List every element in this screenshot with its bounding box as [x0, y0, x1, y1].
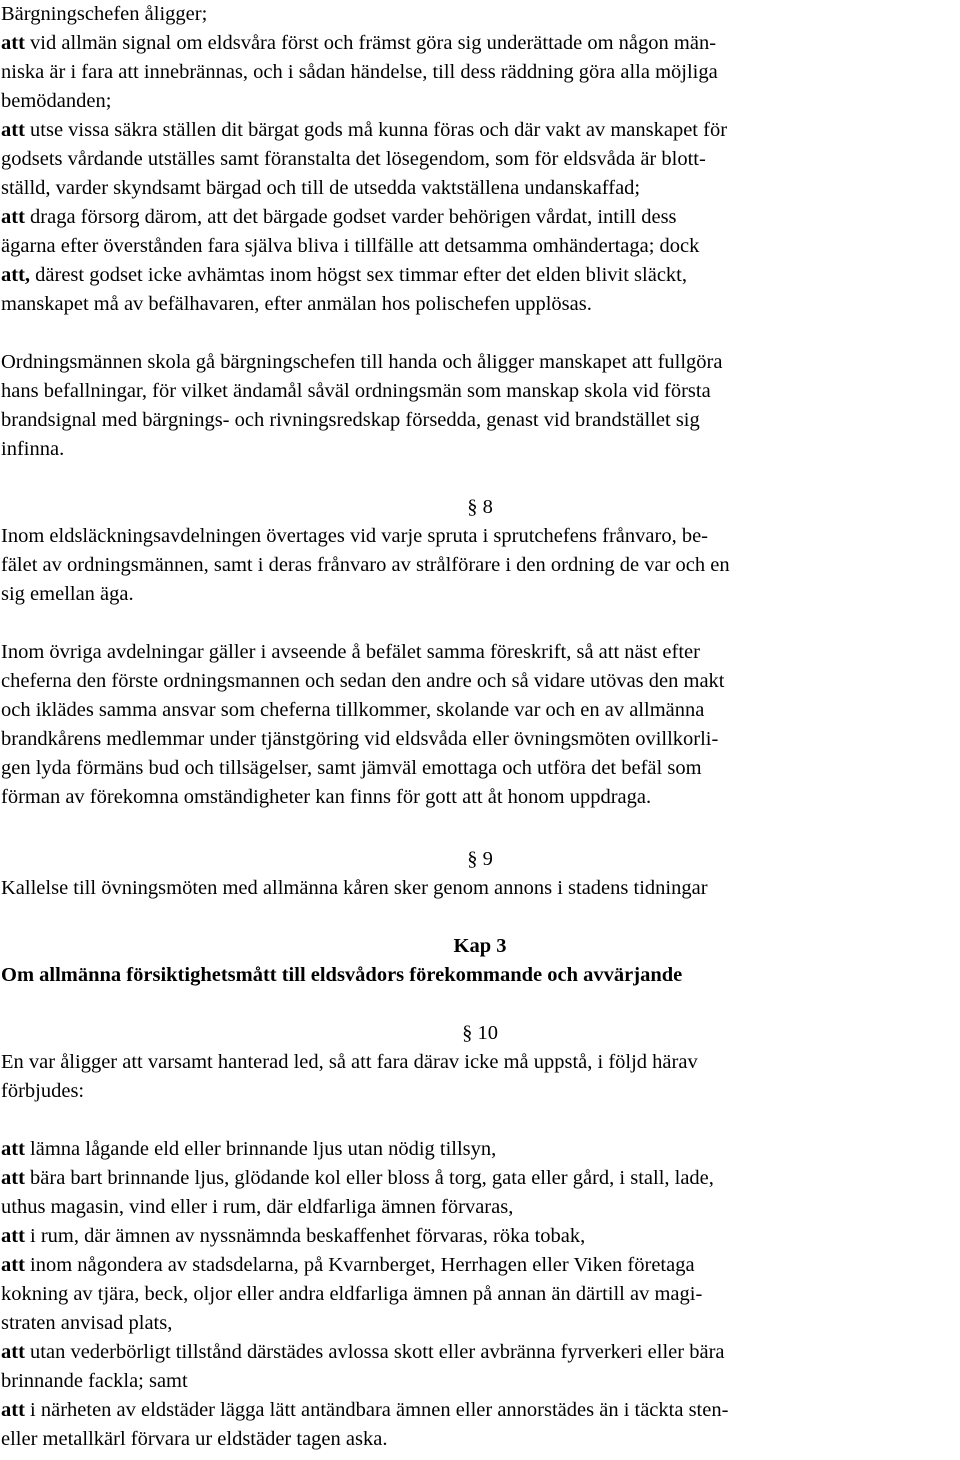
text-line: Inom övriga avdelningar gäller i avseende å befälet samma föreskrift, så att näst efter	[1, 641, 700, 663]
text-line: Kallelse till övningsmöten med allmänna kåren sker genom annons i stadens tidningar	[1, 877, 708, 899]
text-line: cheferna den förste ordningsmannen och sedan den andre och så vidare utövas den makt	[1, 670, 725, 692]
list-item: att i närheten av eldstäder lägga lätt antändbara ämnen eller annorstädes än i täckta sten-	[1, 1399, 729, 1421]
text-line: Ordningsmännen skola gå bärgningschefen till handa och åligger manskapet att fullgöra	[1, 351, 723, 373]
keyword-att: att	[1, 1225, 25, 1247]
list-item: eller metallkärl förvara ur eldstäder tagen aska.	[1, 1428, 388, 1450]
keyword-att: att,	[1, 264, 31, 286]
text-line: att utse vissa säkra ställen dit bärgat gods må kunna föras och där vakt av manskapet för	[1, 119, 728, 141]
text-line: och iklädes samma ansvar som cheferna tillkommer, skolande var och en av allmänna	[1, 699, 705, 721]
text-line: hans befallningar, för vilket ändamål såväl ordningsmän som manskap skola vid första	[1, 380, 711, 402]
keyword-att: att	[1, 1341, 25, 1363]
text-line: bemödanden;	[1, 90, 112, 112]
chapter-subtitle: Om allmänna försiktighetsmått till eldsvådors förekommande och avvärjande	[1, 964, 683, 986]
section-heading: § 8	[467, 496, 493, 518]
text-line: manskapet må av befälhavaren, efter anmälan hos polischefen upplösas.	[1, 293, 592, 315]
keyword-att: att	[1, 1399, 25, 1421]
keyword-att: att	[1, 32, 25, 54]
section-heading: § 9	[467, 848, 493, 870]
text-line: fälet av ordningsmännen, samt i deras frånvaro av strålförare i den ordning de var och en	[1, 554, 730, 576]
keyword-att: att	[1, 119, 25, 141]
list-item: kokning av tjära, beck, oljor eller andra eldfarliga ämnen på annan än därtill av magi-	[1, 1283, 703, 1305]
text-line: att vid allmän signal om eldsvåra först och främst göra sig underättade om någon män-	[1, 32, 717, 54]
text-line: sig emellan äga.	[1, 583, 134, 605]
list-item: att i rum, där ämnen av nyssnämnda beskaffenhet förvaras, röka tobak,	[1, 1225, 586, 1247]
text-line: förman av förekomna omständigheter kan finns för gott att åt honom uppdraga.	[1, 786, 652, 808]
text-line: gen lyda förmäns bud och tillsägelser, samt jämväl emottaga och utföra det befäl som	[1, 757, 702, 779]
text-line: ägarna efter överstånden fara själva bliva i tillfälle att detsamma omhändertaga; dock	[1, 235, 700, 257]
text-line: att, därest godset icke avhämtas inom högst sex timmar efter det elden blivit släckt,	[1, 264, 687, 286]
keyword-att: att	[1, 1254, 25, 1276]
keyword-att: att	[1, 206, 25, 228]
section-heading: § 10	[462, 1022, 498, 1044]
text-line: ställd, varder skyndsamt bärgad och till de utsedda vaktställena undanskaffad;	[1, 177, 641, 199]
text-line: niska är i fara att innebrännas, och i sådan händelse, till dess räddning göra alla möjliga	[1, 61, 718, 83]
chapter-title: Kap 3	[453, 935, 507, 957]
list-item: att bära bart brinnande ljus, glödande kol eller bloss å torg, gata eller gård, i stall, lade,	[1, 1167, 714, 1189]
text-line: godsets vårdande utställes samt föranstalta det lösegendom, som för eldsvåda är blott-	[1, 148, 706, 170]
text-line: brandsignal med bärgnings- och rivningsredskap försedda, genast vid brandstället sig	[1, 409, 700, 431]
list-item: att inom någondera av stadsdelarna, på Kvarnberget, Herrhagen eller Viken företaga	[1, 1254, 695, 1276]
list-item: straten anvisad plats,	[1, 1312, 173, 1334]
text-line: att draga försorg därom, att det bärgade godset varder behörigen vårdat, intill dess	[1, 206, 677, 228]
list-item: uthus magasin, vind eller i rum, där eldfarliga ämnen förvaras,	[1, 1196, 514, 1218]
text-line: En var åligger att varsamt hanterad led, så att fara därav icke må uppstå, i följd härav	[1, 1051, 698, 1073]
text-line: Bärgningschefen åligger;	[1, 3, 208, 25]
text-line: förbjudes:	[1, 1080, 85, 1102]
text-line: infinna.	[1, 438, 65, 460]
list-item: att lämna lågande eld eller brinnande ljus utan nödig tillsyn,	[1, 1138, 497, 1160]
text-line: Inom eldsläckningsavdelningen övertages vid varje spruta i sprutchefens frånvaro, be-	[1, 525, 709, 547]
keyword-att: att	[1, 1167, 25, 1189]
list-item: att utan vederbörligt tillstånd därstädes avlossa skott eller avbränna fyrverkeri eller bära	[1, 1341, 725, 1363]
keyword-att: att	[1, 1138, 25, 1160]
list-item: brinnande fackla; samt	[1, 1370, 188, 1392]
text-line: brandkårens medlemmar under tjänstgöring vid eldsvåda eller övningsmöten ovillkorli-	[1, 728, 719, 750]
